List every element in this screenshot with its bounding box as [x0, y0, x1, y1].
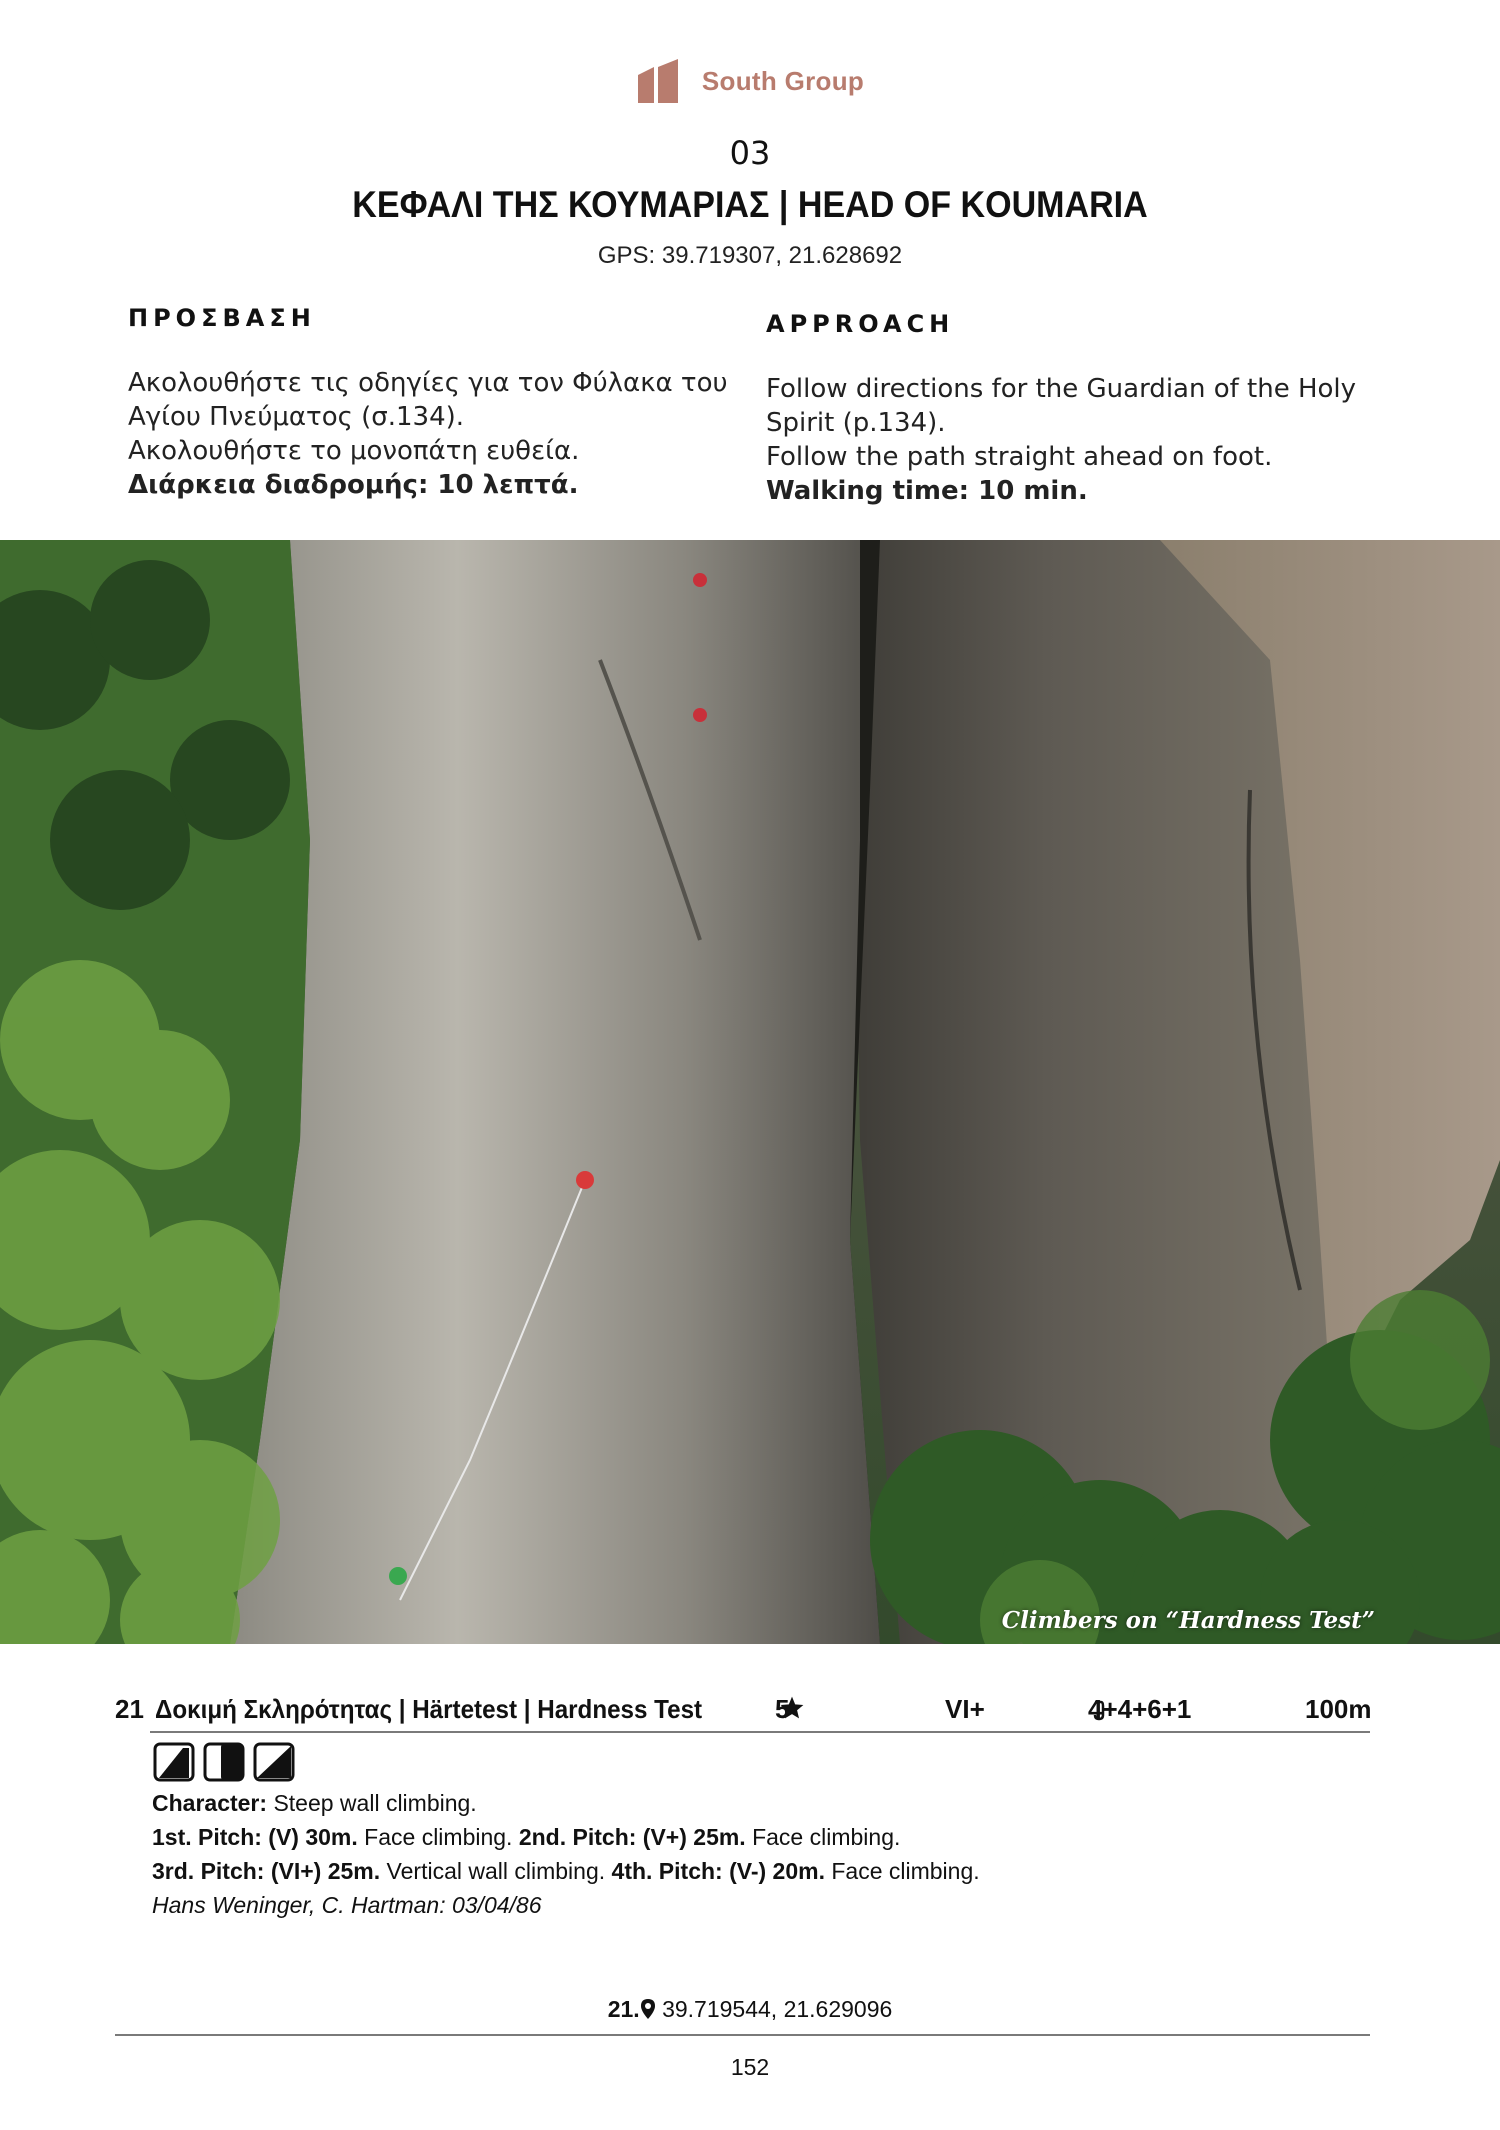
approach-english-line1: Follow directions for the Guardian of the Holy Spirit (p.134).	[766, 374, 1357, 438]
route-pitches-value: 4+4+6+1	[1088, 1694, 1192, 1724]
route-divider	[150, 1731, 1370, 1733]
route-number: 21	[115, 1694, 144, 1724]
pitch1-label: 1st. Pitch: (V) 30m.	[152, 1824, 358, 1850]
approach-greek-duration: Διάρκεια διαδρομής: 10 λεπτά.	[128, 470, 579, 500]
pitch1-text: Face climbing.	[364, 1824, 513, 1850]
route-header	[115, 1694, 1370, 1732]
building-icon	[636, 59, 680, 103]
pitch2-text: Face climbing.	[752, 1824, 901, 1850]
route-stars	[775, 1694, 805, 1725]
crag-title: ΚΕΦΑΛΙ ΤΗΣ ΚΟΥΜΑΡΙΑΣ | HEAD OF KOUMARIA	[352, 184, 1148, 225]
group-label: South Group	[701, 65, 865, 96]
slab-face-icon	[153, 1742, 195, 1782]
character-text: Steep wall climbing.	[273, 1790, 477, 1816]
pitch4-label: 4th. Pitch: (V-) 20m.	[611, 1858, 825, 1884]
route-details	[152, 1786, 1352, 1922]
approach-english-line2: Follow the path straight ahead on foot.	[766, 442, 1273, 472]
approach-greek-heading: ΠΡΟΣΒΑΣΗ	[128, 304, 316, 332]
footer-divider	[115, 2034, 1370, 2036]
approach-greek	[128, 304, 738, 502]
coord-id: 21.	[607, 1996, 640, 2022]
route-length: 100m	[1305, 1694, 1372, 1724]
crag-gps: GPS: 39.719307, 21.628692	[597, 242, 903, 269]
overhang-icon	[253, 1742, 295, 1782]
pitch3-label: 3rd. Pitch: (VI+) 25m.	[152, 1858, 381, 1884]
crag-photo	[0, 540, 1500, 1644]
pitch-line-2	[152, 1854, 1352, 1888]
character-label: Character:	[152, 1790, 268, 1816]
approach-greek-line2: Ακολουθήστε το μονοπάτη ευθεία.	[128, 436, 580, 466]
route-grade: VI+	[945, 1694, 985, 1724]
approach-english-duration: Walking time: 10 min.	[766, 476, 1088, 506]
pitch4-text: Face climbing.	[831, 1858, 980, 1884]
style-icons	[153, 1742, 295, 1782]
route-coordinates	[0, 1996, 1500, 2023]
pitch3-text: Vertical wall climbing.	[386, 1858, 606, 1884]
crag-photo-illustration	[0, 540, 1500, 1644]
coord-value: 39.719544, 21.629096	[662, 1996, 893, 2022]
approach-english	[766, 310, 1376, 508]
approach-english-heading: APPROACH	[766, 310, 955, 338]
sector-number: 03	[729, 134, 771, 172]
vertical-wall-icon	[203, 1742, 245, 1782]
page-number: 152	[730, 2054, 770, 2080]
route-stars-value: 5	[775, 1694, 790, 1724]
route-name: Δοκιμή Σκληρότητας | Härtetest | Hardness Test	[155, 1694, 703, 1724]
pitch-line-1	[152, 1820, 1352, 1854]
group-header	[0, 58, 1500, 104]
location-pin-icon	[640, 1998, 656, 2020]
route-character	[152, 1786, 1352, 1820]
first-ascent: Hans Weninger, C. Hartman: 03/04/86	[152, 1892, 542, 1918]
pitch2-label: 2nd. Pitch: (V+) 25m.	[518, 1824, 746, 1850]
route-pitches	[1088, 1694, 1192, 1725]
photo-caption: Climbers on “Hardness Test”	[1001, 1607, 1375, 1634]
approach-greek-line1: Ακολουθήστε τις οδηγίες για τον Φύλακα του Αγίου Πνεύματος (σ.134).	[128, 368, 728, 432]
